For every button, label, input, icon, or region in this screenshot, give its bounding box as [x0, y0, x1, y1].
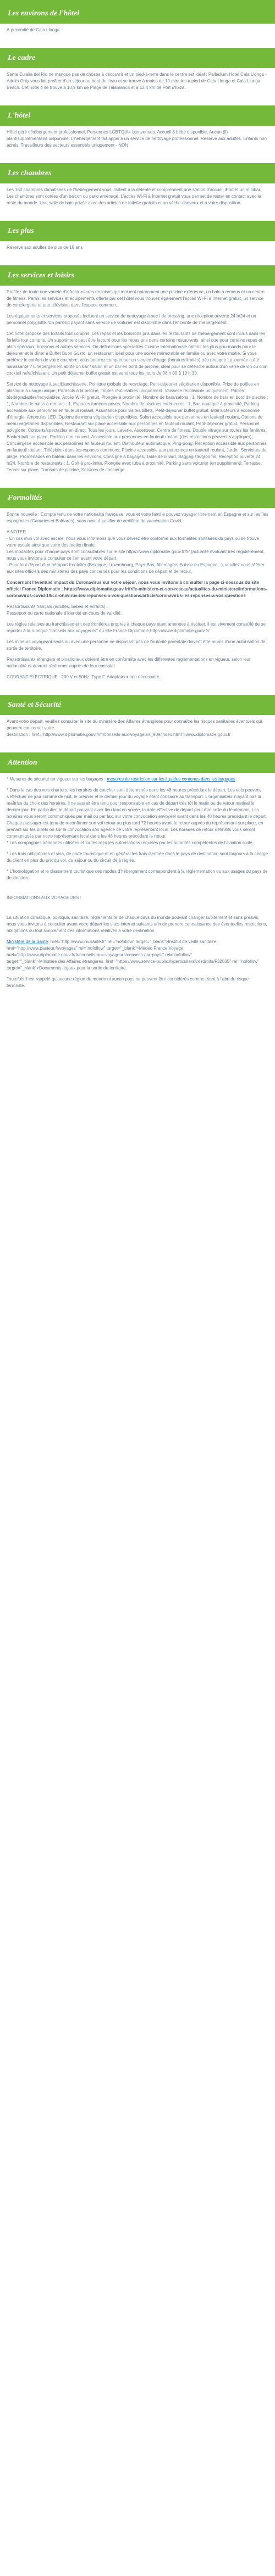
formalites-paragraph: Ressortissants français (adultes, bébés et enfants) : Passeport ou carte nationale d'identité en cours de validité.	[7, 604, 122, 616]
formalites-paragraph: A NOTER - En cas d'un vol avec escale, nous vous informons que vous devrez être conforme aux formalités sanitaires du pays où se trouve votre escale ainsi que votre destination finale. Les modalités pour chaque pays sont consultables sur le site https://www.diplomatie.gouv.fr/fr/ (actualité évoluant très régulièrement, nous vous invitons à consulter ce lien avant votre départ. - Pour tout départ d'un aéroport frontalier (Belgique, Luxembourg, Pays-Bas, Allemagne, Suisse ou Espagne...), veuillez vous référer aux sites officiels des ministères des pays concernés pour les conditions de départ et de retour.	[7, 529, 265, 574]
hotel-info-page	[0, 0, 275, 1025]
voyageurs-heading: INFORMATIONS AUX VOYAGEURS :	[7, 895, 81, 900]
coronavirus-notice: Concernant l'éventuel impact du Coronavirus sur votre séjour, nous vous invitons à consulter la page ci-dessous du site officiel France Diplomatie : https://www.diplomatie.gouv.fr/fr/le-ministere-et-son-reseau/actualites-du-ministere/informations-coronavirus-covid-19/coronavirus-les-reponses-a-vos-questions/article/coronavirus-les-reponses-a-vos-questions	[7, 580, 267, 598]
loisirs-amenities-list: Service de nettoyage à sec/blanchisserie, Politique globale de recyclage, Petit-déjeuner végétarien disponible, Prise de poêles en plastique à usage unique, Parasols à la piscine, Toutes réutilisables uniquement, Vaisselle réutilisable uniquement, Pailles biodégradables/recyclables, Accès Wi-Fi gratuit, Plongée à proximité, Nombre de bars/salons : 1, Nombre de bars en bord de piscine : 1, Nombre de bains à remous : 1, Espaces fumeurs privés, Nombre de piscines extérieures : 1, Bar, nautique à proximité, Parking accessible aux personnes en fauteuil roulant, Assistance pour visites/billets, Petit-déjeuner buffet gratuit, Interrupteurs à économie d'énergie, Ampoules LED, Options de menu végétarien disponibles, Salon accessible aux personnes en fauteuil roulant, Options de menu végétarien disponibles, Restaurant sur place accessible aux personnes en fauteuil roulant, Petit-déjeuner gratuit, Personnel polyglotte, Concerts/spectacles en direct, Tous les jours, Laverie, Ascenseur, Centre de fitness, Double vitrage sur toutes les fenêtres, Basket-ball sur place, Parking non couvert, Accessible aux personnes en fauteuil roulant (des restrictions peuvent s'appliquer), Conciergerie accessible aux personnes en fauteuil roulant, Distributeur automatique, Ping-pong, Réception accessible aux personnes en fauteuil roulant, Télévision dans les espaces communs, Piscine accessible aux personnes en fauteuil roulant, Jardin, Serviettes de plage, Promenades en bateau dans les environs, Consigne à bagages, Table de billard, Baggagiste/grooms, Réception ouverte 24 h/24, Nombre de restaurants : 1, Golf à proximité, Plongée avec tuba à proximité, Parking sans voiturier (en supplément), Terrasse, Tennis sur place, Transats de piscine, Services de concierge	[7, 382, 268, 472]
attention-paragraph: * L'homologation et le classement touristique des modes d'hébergement correspondent à la réglementation ou aux usages du pays de destination.	[7, 869, 268, 880]
sante-text: Avant votre départ, veuillez consulter le site du ministère des Affaires étrangères pour connaître les risques sanitaires éventuels qui peuvent concerner votre destination : href="http://www.diplomatie.gouv.fr/fr/conseils-aux-voyageurs_909/index.html">www.diplomatie.gouv.fr	[7, 719, 262, 737]
cadre-text: Santa Eulalia del Rio ne manque pas de choses à découvrir et un pied-à-terre dans le centre est idéal : Palladium Hotel Cala Llonga - Adults Only vous fait profiter d'un séjour au bord de l'eau et se trouve à moins de 10 minutes à pied de Cala Llonga et Cala Llonga Beach. Cet hôtel 4 se trouve à 10,9 km de Plage de Talamanca et à 12,4 km de Port d'Ibiza.	[7, 72, 267, 90]
section-formalites	[0, 508, 275, 695]
section-environs	[0, 24, 275, 48]
section-title-sante: Santé et Sécurité	[0, 695, 275, 715]
loisirs-paragraph: Profitez de toute une variété d'infrastructures de loisirs qui incluent notamment une piscine extérieure, un bain à remous et un centre de fitness. Parmi les services et équipements offerts par cet hôtel vous trouvez également l'accès Wi-Fi à Internet gratuit, un service de conciergerie et une télévision dans l'espace commun.	[7, 289, 265, 308]
section-sante	[0, 715, 275, 752]
section-hotel	[0, 126, 275, 163]
loisirs-paragraph: Les équipements et services proposés incluent un service de nettoyage à sec / de pressing, une réception ouverte 24 h/24 et un personnel polyglotte. Un parking payant sans service de voiturier est disponible dans l'enceinte de l'hébergement.	[7, 314, 256, 325]
attention-luggage-text: * Mesures de sécurité en vigueur sur les bagages :	[7, 777, 107, 782]
hotel-text: Hôtel géré d'hébergement professionnel, Personnes LGBTQIA+ bienvenues. Accueil 8 bébé disponible. Aucun (il) plant/supplémentaire disponible. L'hébergement fait appel à un service de nettoyage professionnel. Réservé aux adultes, Enfants non admis, Travailleurs des secteurs essentiels uniquement - NON	[7, 130, 267, 148]
electric-current-info: COURANT ÉLECTRIQUE : 230 V et 50Hz, Type F. Adaptateur non nécessaire.	[7, 674, 161, 679]
section-title-chambres: Les chambres	[0, 163, 275, 183]
voyageurs-links-text: : href="http://www.inv.santé.fr" rel="nofollow" target="_blank">Institut de veille sanitaire, href="http://www.pasteur.fr/voyages" rel="nofollow" target="_blank">Médeo France Voyage, href="http://www.diplomatie.gouv.fr/fr/conseils-aux-voyageurs/conseils-par-pays/" rel="nofollow" target="_blank">Ministère des Affaires étrangères, href="https://www.service-public.fr/particuliers/vosdroits/F32835" rel="nofollow" target="_blank">Documents légaux pour la sortie du territoire.	[7, 939, 259, 971]
formalites-paragraph: Bonne nouvelle : Compte tenu de votre nationalité française, vous et votre famille pouvez voyager librement en Espagne et sur les îles espagnoles (Canaries et Baléares), sans avoir à justifier de certificat de vaccination Covid.	[7, 512, 268, 523]
section-title-plus: Les plus	[0, 221, 275, 241]
section-cadre	[0, 68, 275, 105]
section-title-environs: Les environs de l'hôtel	[0, 0, 275, 24]
environs-text: À proximité de Cala Llonga	[7, 27, 60, 32]
section-title-hotel: L'hôtel	[0, 105, 275, 126]
loisirs-paragraph: Cet hôtel propose des forfaits tout compris. Les repas et les boissons pris dans les restaurants de l'hébergement sont inclus dans les forfaits tout compris. Un supplément peut être facturé pour les repas pris dans certains restaurants, ainsi que pour certains repas et plats spéciaux, boissons et autres services. On définissons spécialités Cuisine Internationale obtenir les plus gourmands pour le déjeuner et le dîner à Buffet Buon Gusto, un restaurant idéal pour une soirée mémorable en famille ou avec votre moitié. Si vous préférez le confort de votre chambre, vous pourrez compter sur un service d'étage (horaires limités) très pratique La journée a été harassante ? L'hébergement abrite un bar / salon et un bar en bord de piscine, idéal pour se détendre autour d'un verre de vin ou d'un cocktail rafraîchissant. Un petit déjeuner buffet gratuit est servi tous les jours de 08 h 00 à 10 h 30.	[7, 331, 268, 376]
section-attention	[0, 773, 275, 1003]
formalites-paragraph: Les mineurs voyageant seuls ou avec une personne ne disposant pas de l'autorité parentale doivent être munis d'une autorisation de sortie de territoire.	[7, 639, 266, 651]
section-plus	[0, 241, 275, 265]
ministere-sante-link[interactable]: Ministère de la Santé	[7, 939, 48, 944]
voyageurs-paragraph: La situation climatique, politique, sanitaire, réglementaire de chaque pays du monde pouvant changer subitement et sans préavis, nous vous invitons à consulter avant votre départ les sites internet suivants afin de prendre connaissance des éventuelles restrictions, obligations ou tout simplement des informations relatives à votre destination.	[7, 915, 267, 933]
chambres-text: Les 150 chambres climatisées de l'hébergement vous invitent à la détente et comprennent une station d'accueil iPod et un minibar. Les chambres sont dotées d'un balcon ou patio aménagé. L'accès Wi-Fi à Internet gratuit vous permet de rester en contact avec le reste du monde. Une salle de bain privée avec des articles de toilette gratuits et un sèche-cheveux et à votre disposition.	[7, 187, 261, 205]
voyageurs-paragraph: Toutefois il est rappelé qu'aucune région du monde ni aucun pays ne peuvent être considérés comme étant à l'abri du risque terroriste.	[7, 977, 249, 988]
luggage-restrictions-link[interactable]: mesures de restriction sur les liquides contenus dans les bagages	[107, 777, 235, 782]
section-title-attention: Attention	[0, 752, 275, 773]
voyageurs-links	[7, 939, 268, 972]
attention-paragraph: * Dans le cas des vols charters, les horaires de coucher sont déterminés dans les 48 heures précédant le départ. Les vols peuvent s'effectuer de jour comme de nuit, le premier et le dernier jour du voyage étant consacré au transport. L'organisateur n'ayant pas la maîtrise du choix des horaires, il ne saurait être tenu pour responsable en cas de départ très tôt le matin ou de retour matinal le dernier jour. En particulier, le départ pouvant avoir lieu tard en soirée, la date effective de départ peut être celle du lendemain. Les horaires vous seront communiqués par mail ou par fax, sur votre convocation envoyée/ avant dans les 48 heures précédant le départ. Chaque passager est tenu de reconfirmer son vol retour au plus tard 72 heures avant le retour auprès du représentant sur place, en prenant sur les billets ou sur la convocation son agence de votre représentant local. Les horaires de retour définitifs vous seront communiqués par notre représentant local dans les 48 heures précédant le retour. * Les compagnies aériennes utilisées et toutes reçu les autorisations requises par les autorités compétentes de l'aviation civile.	[7, 788, 267, 845]
plus-text: Réservé aux adultes de plus de 18 ans	[7, 245, 83, 250]
formalites-paragraph: Les règles relatives au franchissement des frontières propres à chaque pays étant amenées à évoluer, il est vivement conseillé de se reporter à la rubrique "conseils aux voyageurs" du site France Diplomatie,https://www.diplomatie.gouv.fr/	[7, 622, 266, 633]
formalites-paragraph: Ressortissants étrangers et binationaux doivent être en conformité avec les différentes réglementations en vigueur, selon leur nationalité et devront s'informer auprès de leur consulat.	[7, 657, 251, 668]
attention-paragraph: * Les trais obligatoires et visa, de carte touristique et en général les frais d'entrée dans le pays de destination sont toujours à la charge du client en plus du prix du vol, du séjour ou du circuit déjà réglés.	[7, 851, 268, 863]
section-title-cadre: Le cadre	[0, 48, 275, 68]
section-title-formalites: Formalités	[0, 488, 275, 508]
section-loisirs	[0, 286, 275, 488]
section-chambres	[0, 183, 275, 221]
attention-luggage	[7, 776, 268, 783]
section-title-loisirs: Les services et loisirs	[0, 265, 275, 286]
